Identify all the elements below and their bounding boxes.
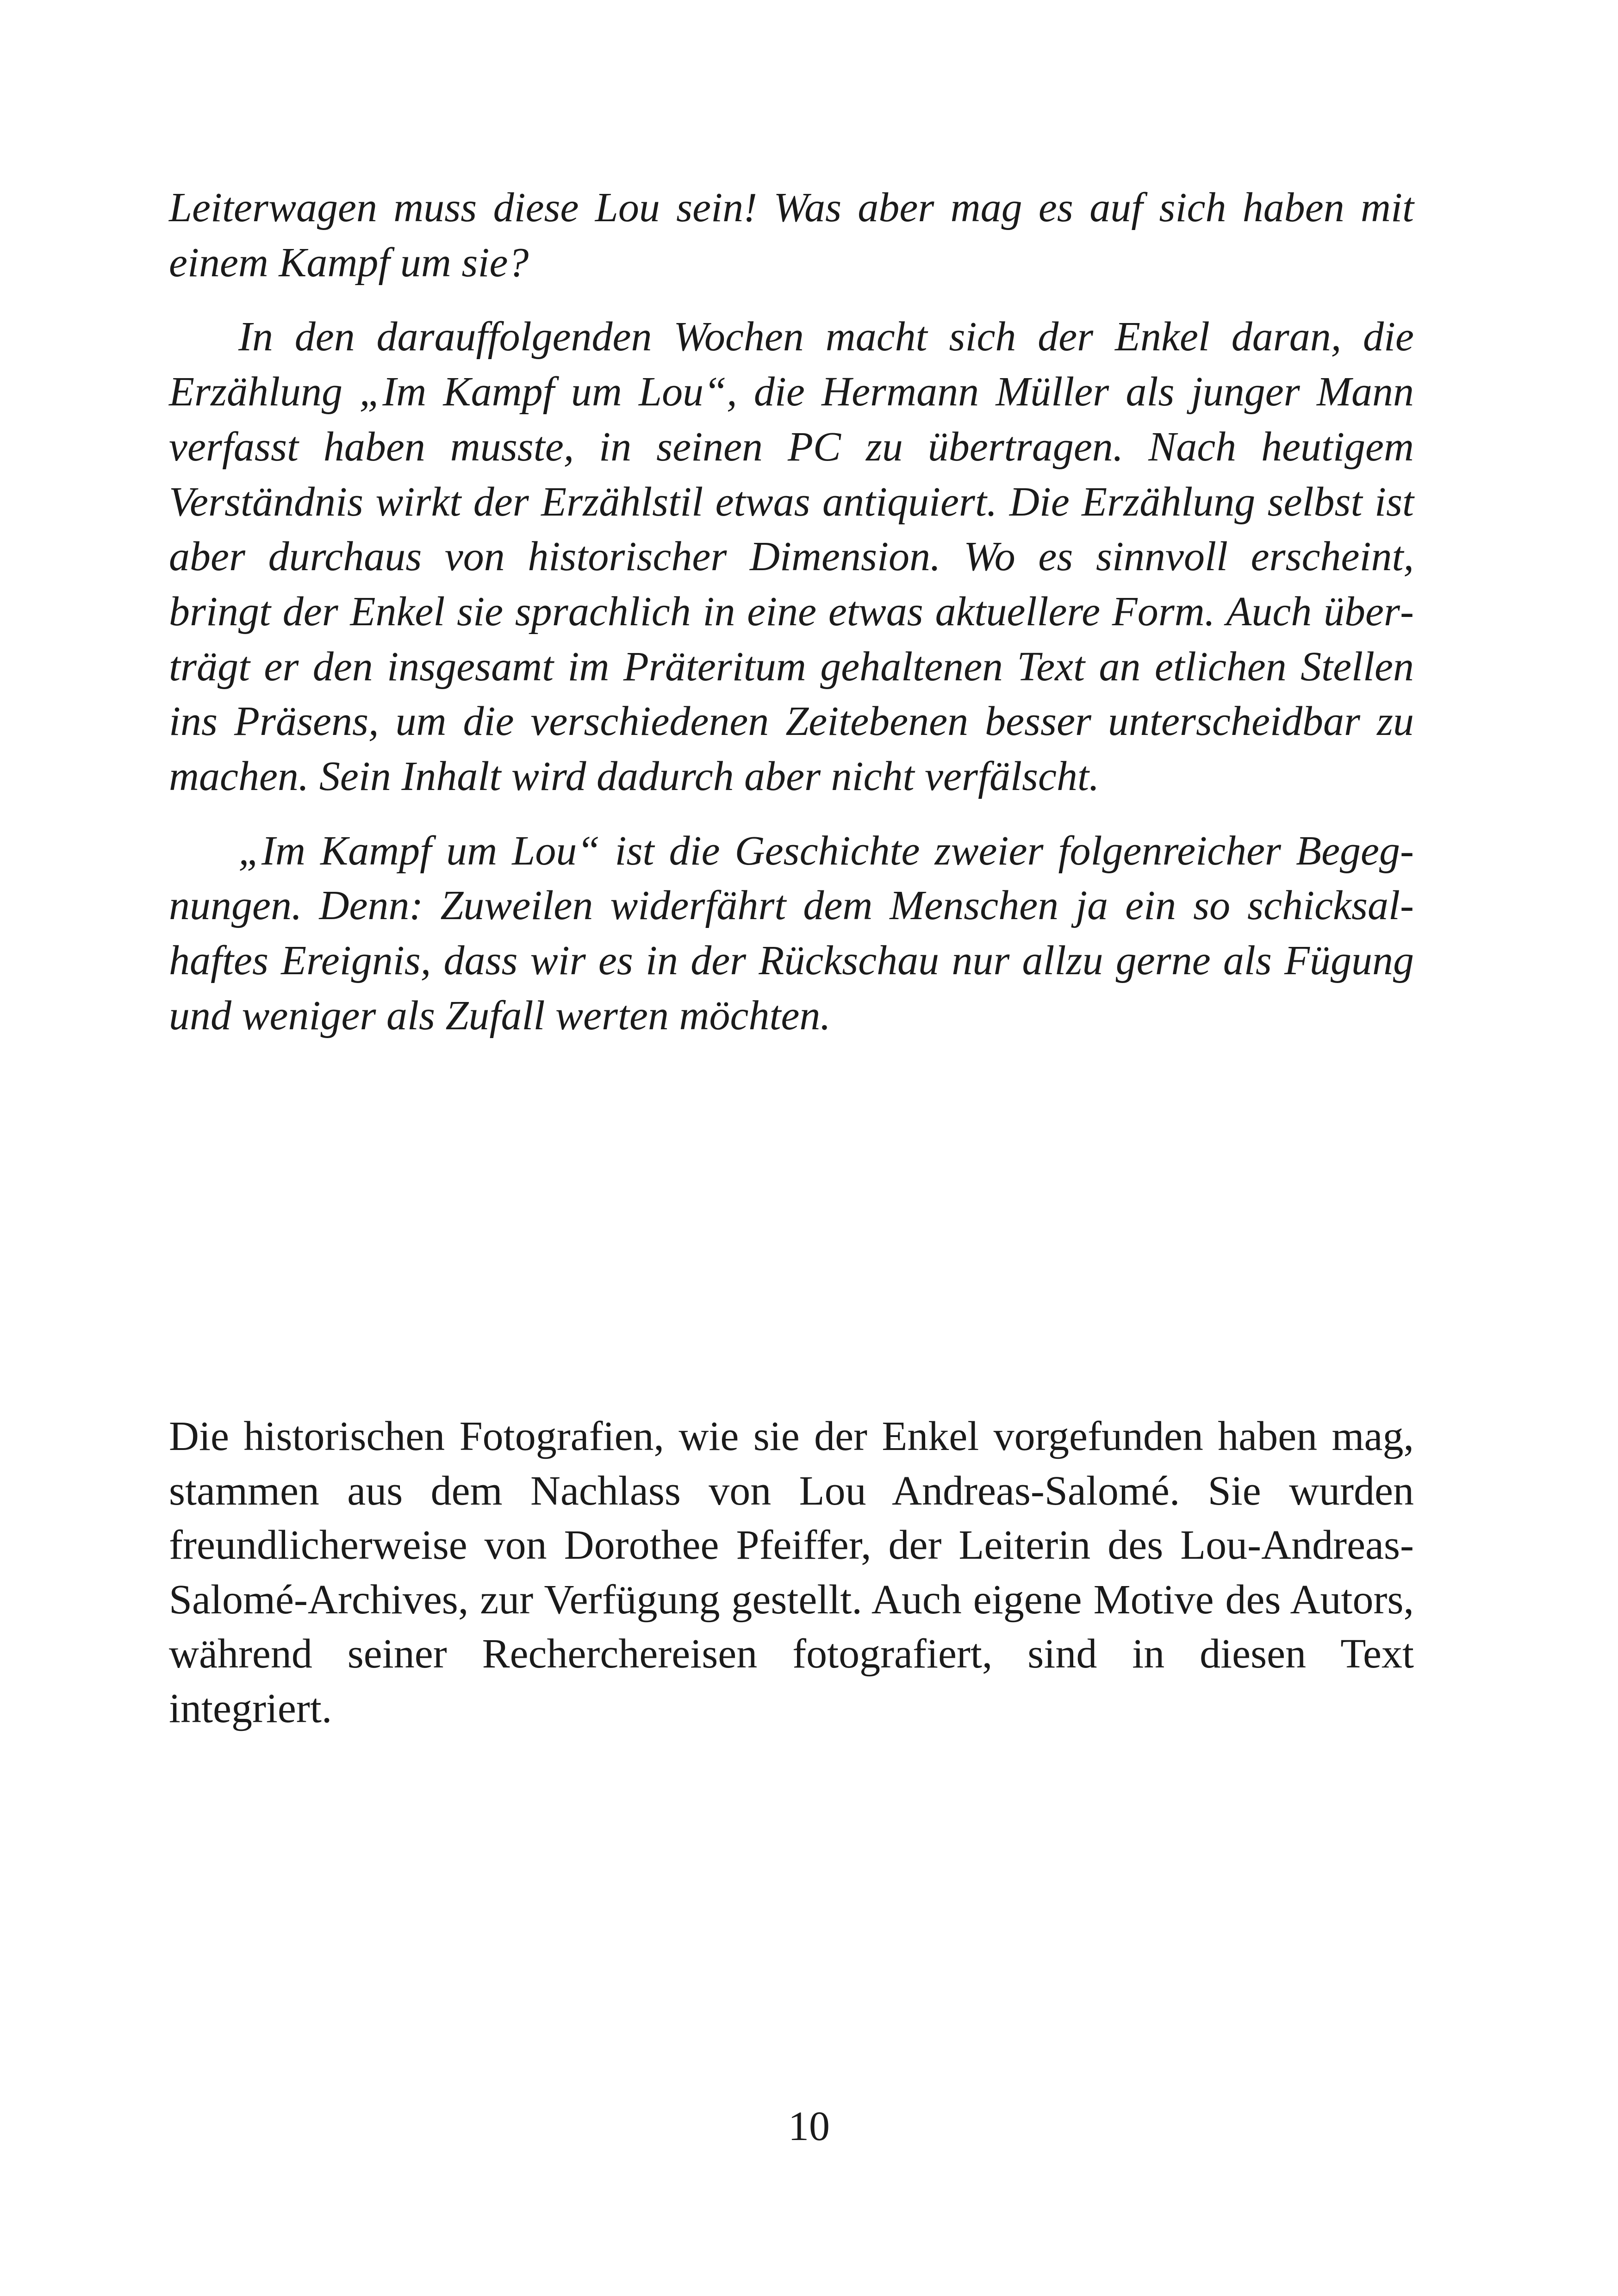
paragraph-encounters: „Im Kampf um Lou“ ist die Geschichte zweier folgenreicher Begegnungen. Denn: Zuweilen widerfährt dem Menschen ja ein so schicksalhaftes Ereignis, dass wir es in der Rückschau nur allzu gerne als Fügung und weniger als Zufall werten möchten. [169, 828, 1414, 1039]
italic-narrative-section [169, 180, 1414, 1044]
photo-credits-section [169, 1409, 1414, 1736]
paragraph-continuation: Leiterwagen muss diese Lou sein! Was aber mag es auf sich haben mit einem Kampf um sie? [169, 185, 1414, 286]
paragraph-transcription: In den darauffolgenden Wochen macht sich der Enkel daran, die Erzählung „Im Kampf um Lou“, die Hermann Müller als junger Mann verfasst haben musste, in seinen PC zu übertragen. Nach heutigem Verständnis wirkt der Erzählstil etwas antiquiert. Die Erzählung selbst ist aber durchaus von historischer Dimension. Wo es sinnvoll erscheint, bringt der Enkel sie sprachlich in eine etwas aktuellere Form. Auch überträgt er den insgesamt im Präteritum gehaltenen Text an etlichen Stellen ins Präsens, um die verschiedenen Zeitebenen besser unterscheidbar zu machen. Sein Inhalt wird dadurch aber nicht verfälscht. [169, 314, 1414, 800]
paragraph-photo-note: Die historischen Fotografien, wie sie der Enkel vorgefunden haben mag, stammen aus dem Nachlass von Lou Andreas-Salomé. Sie wurden freundlicherweise von Dorothee Pfeiffer, der Leiterin des Lou-Andreas-Salomé-Archives, zur Verfügung gestellt. Auch eigene Motive des Autors, während seiner Recherchereisen fotografiert, sind in diesen Text integriert. [169, 1413, 1414, 1731]
page-number: 10 [788, 2103, 830, 2149]
